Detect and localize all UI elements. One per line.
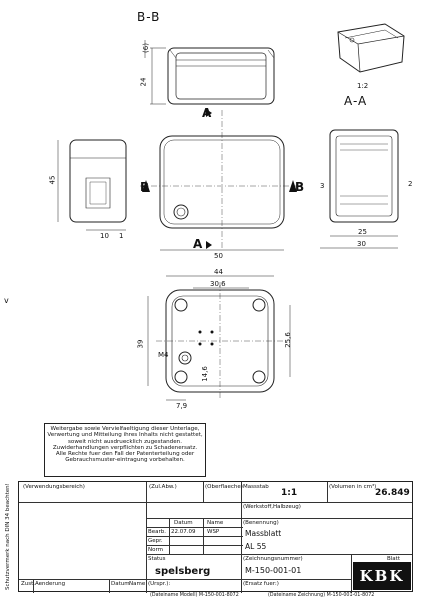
zeichnungsnummer-label: (Zeichnungsnummer) (243, 556, 303, 562)
drawing-filename: (Dateiname Zeichnung) M-150-001-01-8072 (268, 593, 375, 598)
dim-1: 1 (119, 232, 124, 240)
name-header: Name (207, 520, 224, 526)
dim-6: (6) (141, 43, 150, 53)
massstab-label: Massstab (243, 484, 269, 490)
dim-14-6: 14,6 (200, 366, 209, 382)
dim-2: 2 (408, 180, 413, 188)
verwendungsbereich-label: (Verwendungsbereich) (23, 484, 85, 490)
blatt-label: Blatt (387, 556, 400, 562)
gepr-label: Gepr. (148, 538, 163, 544)
status-label: Status (148, 556, 166, 562)
kbk-logo: KBK (353, 562, 411, 590)
model-filename: (Dateiname Modell) M-150-001-8072 (150, 593, 239, 598)
urspr-label: (Urspr.): (148, 581, 171, 587)
iso-scale-label: 1:2 (357, 82, 369, 90)
bearb-name: WSP (207, 529, 220, 535)
name2-label: Name (129, 581, 146, 587)
dim-m4: M4 (158, 351, 169, 359)
bearb-label: Bearb. (148, 529, 167, 535)
section-aa-label: A-A (344, 94, 368, 108)
dim-50: 50 (214, 252, 223, 260)
dim-45: 45 (48, 175, 57, 185)
datum2-label: Datum (111, 581, 130, 587)
massstab-value: 1:1 (281, 488, 298, 498)
volumen-label: (Volumen in cm³) (329, 484, 377, 490)
dim-30: 30 (357, 240, 366, 248)
arrow-a-bottom-label: A (193, 237, 204, 251)
dim-39: 39 (136, 339, 145, 349)
arrow-b-right-label: B (295, 180, 306, 194)
title-line2: AL 55 (245, 542, 267, 551)
werkstoff-label: (Werkstoff,Halbzeug) (243, 504, 301, 510)
title-line1: Massblatt (245, 529, 282, 538)
dim-44: 44 (214, 268, 223, 276)
datum-header: Datum (174, 520, 193, 526)
section-bb-view (145, 40, 274, 104)
top-view (140, 110, 300, 250)
bearb-datum: 22.07.09 (171, 529, 196, 535)
aenderung-label: Aenderung (35, 581, 66, 587)
norm-label: Norm (148, 547, 164, 553)
section-bb-label: B-B (137, 10, 161, 24)
dim-25-6: 25,6 (283, 332, 292, 348)
arrow-a-top-label: A (202, 106, 213, 120)
oberflaeche-label: (Oberflaeche) (205, 484, 243, 490)
protection-note: Schutzvermerk nach DIN 34 beachten! (5, 483, 11, 590)
title-block (18, 481, 413, 592)
dim-25: 25 (358, 228, 367, 236)
copyright-notice: Weitergabe sowie Vervielfaeltigung dieser Unterlage, Verwertung und Mitteilung ihres Inhalts nicht gestattet, soweit nicht ausdruecklich zugestanden. Zuwiderhandlungen verpflichten zu Schadenersatz. Alle Rechte fuer den Fall der Patenterteilung oder Gebrauchsmuster-eintragung vorbehalten. (44, 423, 206, 477)
side-view-left (58, 140, 126, 230)
isometric-view (338, 24, 404, 72)
volumen-value: 26.849 (375, 488, 410, 498)
brand-name: spelsberg (155, 566, 211, 577)
drawing-number: M-150-001-01 (245, 566, 302, 575)
dim-3: 3 (320, 182, 325, 190)
fold-mark: v (4, 296, 9, 305)
arrow-b-left-label: B (140, 180, 151, 194)
dim-7-9: 7,9 (176, 402, 188, 410)
dim-24: 24 (139, 77, 148, 87)
benennung-label: (Benennung) (243, 520, 279, 526)
zul-abw-label: (Zul.Abw.) (149, 484, 177, 490)
dim-30-6: 30,6 (210, 280, 226, 288)
zust-label: Zust. (21, 581, 36, 587)
dim-10: 10 (100, 232, 109, 240)
ersatz-label: (Ersatz fuer:) (243, 581, 279, 587)
bottom-view (148, 276, 290, 400)
